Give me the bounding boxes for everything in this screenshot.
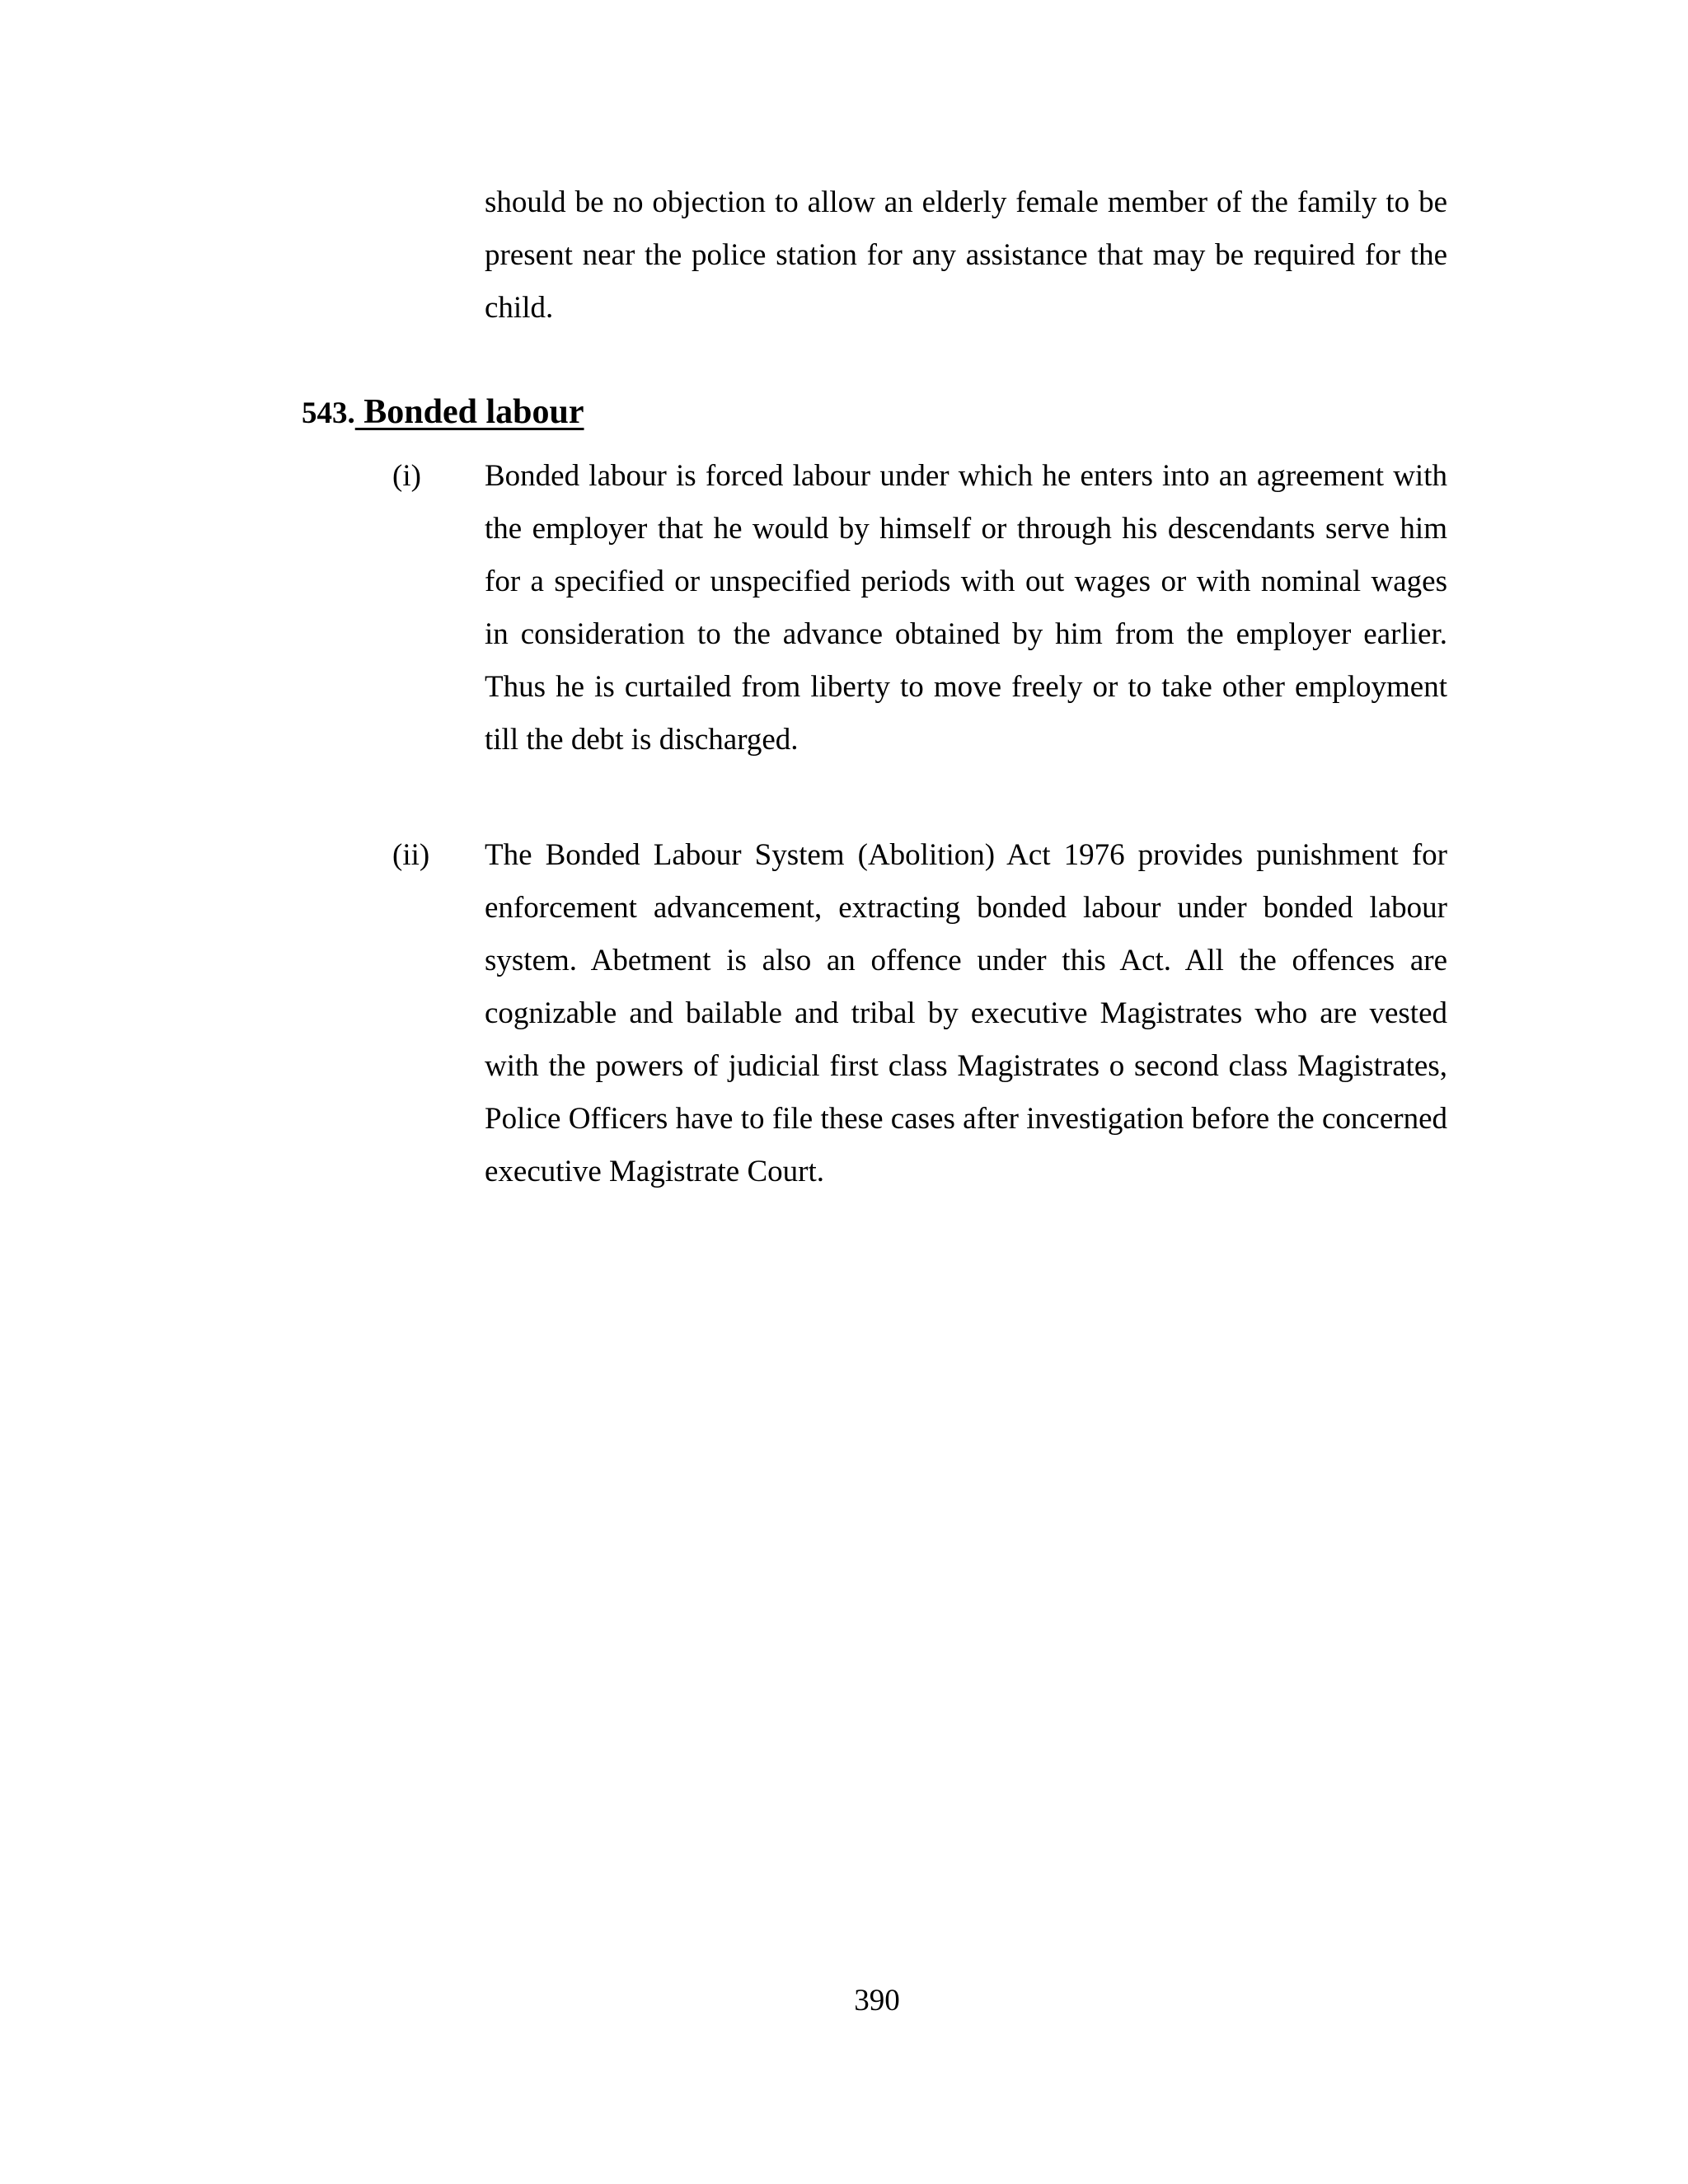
continuation-paragraph: should be no objection to allow an elderly female member of the family to be present near the police station for any assistance that may be required for the child. [485, 185, 1447, 325]
page-number: 390 [854, 1984, 900, 2018]
list-item-marker: (ii) [392, 838, 430, 872]
section-heading [302, 392, 584, 432]
section-number: 543. [302, 396, 355, 430]
list-item-text: The Bonded Labour System (Abolition) Act 1976 provides punishment for enforcement advancement, extracting bonded labour under bonded labour system. Abetment is also an offence under this Act. All the offences are cognizable and bailable and tribal by executive Magistrates who are vested with the powers of judicial first class Magistrates o second class Magistrates, Police Officers have to file these cases after investigation before the concerned executive Magistrate Court. [485, 838, 1447, 1188]
section-title: Bonded labour [354, 393, 584, 431]
list-item-text: Bonded labour is forced labour under which he enters into an agreement with the employer that he would by himself or through his descendants serve him for a specified or unspecified periods with out wages or with nominal wages in consideration to the advance obtained by him from the employer earlier. Thus he is curtailed from liberty to move freely or to take other employment till the debt is discharged. [485, 459, 1447, 757]
list-item-marker: (i) [392, 459, 421, 493]
